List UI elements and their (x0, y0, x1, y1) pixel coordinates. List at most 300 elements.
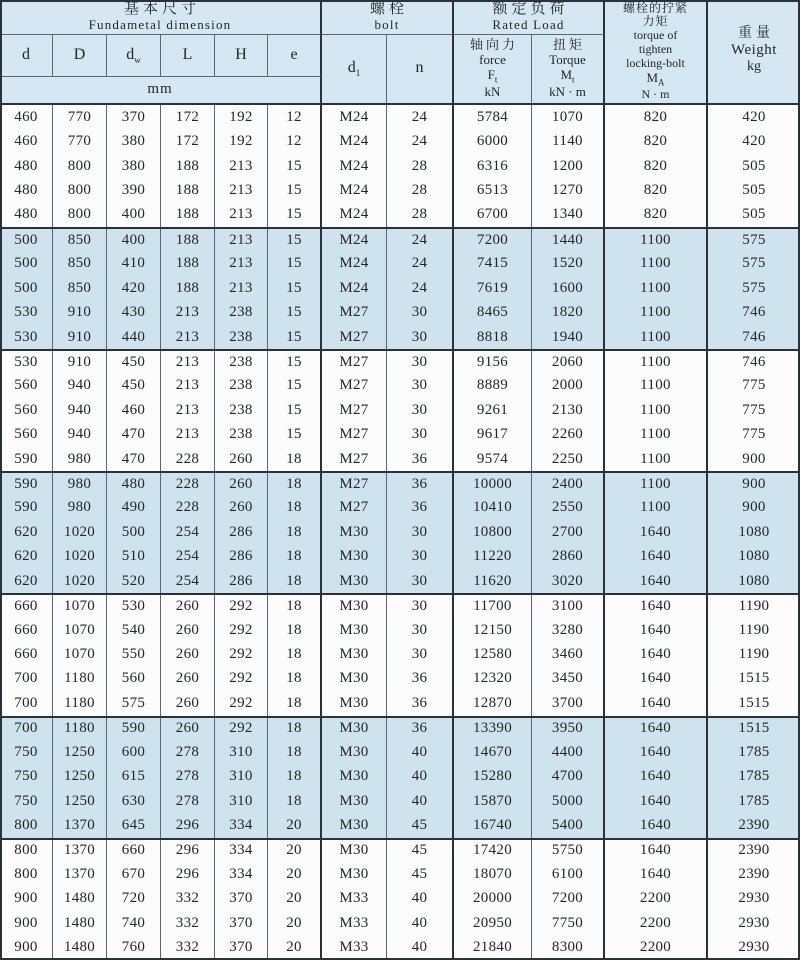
cell-n: 28 (387, 154, 454, 178)
cell-D: 1180 (53, 718, 107, 740)
cell-n: 40 (387, 911, 454, 935)
cell-dw: 450 (107, 374, 161, 398)
table-row (0, 325, 800, 349)
cell-dw: 400 (107, 229, 161, 251)
cell-weight: 1785 (738, 768, 770, 785)
cell-d1: M33 (322, 935, 387, 959)
cell-n: 24 (387, 252, 454, 276)
cell-d: 560 (0, 422, 53, 446)
cell-locking-torque: 1640 (605, 740, 708, 764)
cell-locking-torque: 1100 (605, 229, 708, 251)
cell-dw: 480 (107, 473, 161, 495)
cell-torque: 2860 (532, 545, 605, 569)
table-row (0, 764, 800, 788)
locking-torque-en-line1: torque of (633, 28, 678, 43)
cell-weight: 775 (742, 426, 766, 443)
cell-d: 590 (0, 473, 53, 495)
table-row (0, 398, 800, 422)
cell-d: 480 (0, 178, 53, 202)
cell-locking-torque: 2200 (605, 935, 708, 959)
cell-L: 296 (161, 813, 215, 837)
cell-D: 940 (53, 374, 107, 398)
cell-L: 260 (161, 642, 215, 666)
table-row (0, 105, 800, 129)
cell-n: 30 (387, 351, 454, 373)
cell-n: 36 (387, 718, 454, 740)
cell-torque: 3950 (532, 718, 605, 740)
table-row (0, 838, 800, 862)
cell-torque: 5750 (532, 840, 605, 862)
cell-L: 260 (161, 691, 215, 715)
table-row (0, 178, 800, 202)
cell-n: 30 (387, 642, 454, 666)
cell-torque: 1070 (532, 105, 605, 129)
table-row (0, 618, 800, 642)
cell-axial-force: 14670 (454, 740, 532, 764)
cell-d: 900 (0, 935, 53, 959)
cell-weight: 1785 (738, 792, 770, 809)
cell-L: 213 (161, 422, 215, 446)
cell-H: 310 (215, 789, 268, 813)
cell-L: 188 (161, 252, 215, 276)
cell-axial-force: 12870 (454, 691, 532, 715)
force-zh-label: 轴向力 (469, 37, 518, 53)
cell-D: 1020 (53, 545, 107, 569)
cell-H: 192 (215, 129, 268, 153)
table-header (0, 0, 800, 105)
table-row (0, 545, 800, 569)
cell-d: 480 (0, 154, 53, 178)
cell-n: 24 (387, 276, 454, 300)
col-header-d: d (0, 35, 53, 77)
cell-axial-force: 5784 (454, 105, 532, 129)
cell-n: 40 (387, 887, 454, 911)
cell-e: 18 (268, 545, 322, 569)
cell-weight: 1080 (738, 548, 770, 565)
cell-D: 1250 (53, 764, 107, 788)
locking-torque-symbol: $M_A$ (646, 69, 665, 88)
cell-e: 15 (268, 229, 322, 251)
rated-load-en-label: Rated Load (492, 17, 565, 33)
cell-dw: 470 (107, 422, 161, 446)
table-row (0, 496, 800, 520)
cell-d1: M30 (322, 618, 387, 642)
cell-H: 213 (215, 276, 268, 300)
cell-e: 12 (268, 105, 322, 129)
cell-H: 213 (215, 252, 268, 276)
cell-H: 260 (215, 473, 268, 495)
cell-n: 30 (387, 374, 454, 398)
cell-e: 18 (268, 447, 322, 471)
cell-L: 213 (161, 374, 215, 398)
cell-n: 28 (387, 178, 454, 202)
cell-d: 660 (0, 642, 53, 666)
cell-e: 15 (268, 154, 322, 178)
cell-locking-torque: 1640 (605, 691, 708, 715)
cell-e: 18 (268, 789, 322, 813)
table-row (0, 447, 800, 471)
table-row (0, 374, 800, 398)
force-en-label: force (479, 52, 506, 68)
cell-weight: 900 (742, 450, 766, 467)
cell-axial-force: 11220 (454, 545, 532, 569)
cell-axial-force: 6513 (454, 178, 532, 202)
cell-weight: 2390 (738, 816, 770, 833)
cell-axial-force: 13390 (454, 718, 532, 740)
cell-d1: M27 (322, 447, 387, 471)
cell-weight: 505 (742, 181, 766, 198)
cell-locking-torque: 1640 (605, 718, 708, 740)
cell-d: 500 (0, 229, 53, 251)
cell-H: 238 (215, 374, 268, 398)
cell-L: 188 (161, 203, 215, 227)
cell-L: 188 (161, 178, 215, 202)
cell-weight: 575 (742, 279, 766, 296)
table-row (0, 203, 800, 227)
cell-e: 15 (268, 300, 322, 324)
cell-d: 500 (0, 252, 53, 276)
cell-locking-torque: 1640 (605, 595, 708, 617)
cell-e: 12 (268, 129, 322, 153)
table-row (0, 716, 800, 740)
cell-d1: M24 (322, 276, 387, 300)
cell-dw: 410 (107, 252, 161, 276)
table-row (0, 789, 800, 813)
cell-D: 910 (53, 351, 107, 373)
cell-e: 18 (268, 740, 322, 764)
cell-d: 800 (0, 813, 53, 837)
cell-n: 36 (387, 667, 454, 691)
cell-e: 18 (268, 691, 322, 715)
cell-d1: M27 (322, 422, 387, 446)
cell-L: 296 (161, 840, 215, 862)
cell-weight: 505 (742, 206, 766, 223)
cell-dw: 470 (107, 447, 161, 471)
cell-d1: M30 (322, 840, 387, 862)
locking-torque-zh-line2: 力矩 (642, 14, 669, 29)
cell-dw: 450 (107, 351, 161, 373)
cell-weight: 900 (742, 476, 766, 493)
cell-d1: M30 (322, 718, 387, 740)
cell-dw: 520 (107, 569, 161, 593)
table-row (0, 129, 800, 153)
cell-d1: M27 (322, 325, 387, 349)
col-header-n: n (387, 35, 454, 103)
cell-D: 800 (53, 154, 107, 178)
cell-axial-force: 9617 (454, 422, 532, 446)
cell-D: 850 (53, 229, 107, 251)
cell-locking-torque: 1100 (605, 351, 708, 373)
force-symbol: $F_t$ (487, 67, 498, 85)
cell-e: 15 (268, 351, 322, 373)
cell-D: 850 (53, 276, 107, 300)
cell-n: 40 (387, 935, 454, 959)
cell-torque: 3100 (532, 595, 605, 617)
cell-axial-force: 10000 (454, 473, 532, 495)
cell-locking-torque: 1100 (605, 252, 708, 276)
cell-axial-force: 8818 (454, 325, 532, 349)
cell-torque: 2130 (532, 398, 605, 422)
rated-load-zh-label: 额定负荷 (492, 0, 569, 17)
cell-dw: 530 (107, 595, 161, 617)
cell-L: 172 (161, 129, 215, 153)
cell-torque: 2700 (532, 520, 605, 544)
cell-L: 254 (161, 569, 215, 593)
cell-d1: M30 (322, 813, 387, 837)
cell-n: 40 (387, 789, 454, 813)
cell-locking-torque: 1640 (605, 667, 708, 691)
cell-d: 660 (0, 595, 53, 617)
col-header-D: D (53, 35, 107, 77)
table-row (0, 911, 800, 935)
table-row (0, 227, 800, 251)
cell-d: 900 (0, 911, 53, 935)
cell-L: 260 (161, 667, 215, 691)
cell-dw: 400 (107, 203, 161, 227)
cell-dw: 575 (107, 691, 161, 715)
cell-D: 980 (53, 473, 107, 495)
cell-weight: 2930 (738, 914, 770, 931)
table-row (0, 691, 800, 715)
cell-locking-torque: 820 (605, 178, 708, 202)
cell-H: 238 (215, 398, 268, 422)
cell-e: 20 (268, 813, 322, 837)
cell-n: 36 (387, 447, 454, 471)
cell-locking-torque: 1640 (605, 840, 708, 862)
cell-torque: 3460 (532, 642, 605, 666)
cell-locking-torque: 1100 (605, 276, 708, 300)
cell-axial-force: 21840 (454, 935, 532, 959)
cell-D: 910 (53, 325, 107, 349)
cell-dw: 440 (107, 325, 161, 349)
cell-e: 20 (268, 840, 322, 862)
cell-torque: 1200 (532, 154, 605, 178)
cell-D: 1020 (53, 520, 107, 544)
cell-torque: 3280 (532, 618, 605, 642)
cell-weight: 420 (742, 133, 766, 150)
cell-L: 254 (161, 520, 215, 544)
cell-n: 30 (387, 325, 454, 349)
cell-locking-torque: 1100 (605, 325, 708, 349)
cell-weight: 900 (742, 499, 766, 516)
cell-axial-force: 6700 (454, 203, 532, 227)
cell-n: 30 (387, 618, 454, 642)
cell-D: 1370 (53, 813, 107, 837)
col-header-e: e (268, 35, 322, 77)
cell-D: 1020 (53, 569, 107, 593)
cell-dw: 540 (107, 618, 161, 642)
cell-d: 620 (0, 569, 53, 593)
cell-torque: 2260 (532, 422, 605, 446)
cell-d: 660 (0, 618, 53, 642)
cell-locking-torque: 1100 (605, 496, 708, 520)
col-header-H: H (215, 35, 268, 77)
cell-torque: 4700 (532, 764, 605, 788)
cell-axial-force: 12320 (454, 667, 532, 691)
cell-weight: 1515 (738, 694, 770, 711)
table-row (0, 252, 800, 276)
col-header-weight (708, 0, 800, 103)
cell-d: 750 (0, 740, 53, 764)
cell-H: 292 (215, 595, 268, 617)
cell-D: 1070 (53, 642, 107, 666)
cell-H: 213 (215, 154, 268, 178)
cell-axial-force: 15280 (454, 764, 532, 788)
cell-locking-torque: 820 (605, 105, 708, 129)
cell-e: 18 (268, 764, 322, 788)
cell-dw: 560 (107, 667, 161, 691)
cell-H: 213 (215, 203, 268, 227)
table-row (0, 740, 800, 764)
cell-e: 15 (268, 252, 322, 276)
torque-unit: kN · m (549, 83, 586, 99)
cell-H: 238 (215, 300, 268, 324)
unit-mm-cell (0, 77, 322, 103)
cell-H: 334 (215, 862, 268, 886)
cell-locking-torque: 820 (605, 203, 708, 227)
cell-axial-force: 11620 (454, 569, 532, 593)
cell-dw: 720 (107, 887, 161, 911)
cell-locking-torque: 1100 (605, 374, 708, 398)
cell-d: 800 (0, 862, 53, 886)
col-header-L: L (161, 35, 215, 77)
cell-axial-force: 11700 (454, 595, 532, 617)
cell-torque: 4400 (532, 740, 605, 764)
cell-d1: M27 (322, 398, 387, 422)
cell-d: 700 (0, 667, 53, 691)
cell-weight: 775 (742, 377, 766, 394)
cell-L: 213 (161, 325, 215, 349)
cell-axial-force: 10800 (454, 520, 532, 544)
col-header-locking-torque (605, 0, 708, 103)
cell-torque: 1520 (532, 252, 605, 276)
cell-L: 213 (161, 351, 215, 373)
cell-d: 480 (0, 203, 53, 227)
cell-e: 15 (268, 203, 322, 227)
cell-d: 800 (0, 840, 53, 862)
cell-d1: M30 (322, 691, 387, 715)
table-row (0, 471, 800, 495)
cell-dw: 660 (107, 840, 161, 862)
cell-weight: 775 (742, 401, 766, 418)
cell-dw: 645 (107, 813, 161, 837)
cell-axial-force: 7415 (454, 252, 532, 276)
cell-locking-torque: 1100 (605, 447, 708, 471)
cell-D: 910 (53, 300, 107, 324)
table-row (0, 593, 800, 617)
cell-locking-torque: 820 (605, 154, 708, 178)
cell-torque: 1340 (532, 203, 605, 227)
cell-L: 260 (161, 718, 215, 740)
cell-D: 980 (53, 447, 107, 471)
cell-D: 940 (53, 398, 107, 422)
header-rated-load (454, 0, 605, 35)
cell-L: 188 (161, 229, 215, 251)
table-row (0, 300, 800, 324)
cell-dw: 370 (107, 105, 161, 129)
cell-d1: M30 (322, 545, 387, 569)
cell-e: 18 (268, 496, 322, 520)
cell-axial-force: 6316 (454, 154, 532, 178)
cell-H: 286 (215, 520, 268, 544)
cell-D: 1250 (53, 789, 107, 813)
cell-H: 286 (215, 545, 268, 569)
cell-weight: 1080 (738, 572, 770, 589)
table-row (0, 154, 800, 178)
cell-axial-force: 18070 (454, 862, 532, 886)
cell-H: 260 (215, 447, 268, 471)
cell-D: 1480 (53, 935, 107, 959)
cell-D: 1480 (53, 911, 107, 935)
cell-torque: 2060 (532, 351, 605, 373)
bolt-zh-label: 螺栓 (369, 0, 408, 17)
cell-n: 40 (387, 764, 454, 788)
cell-H: 310 (215, 740, 268, 764)
cell-d: 700 (0, 718, 53, 740)
cell-n: 30 (387, 545, 454, 569)
cell-H: 370 (215, 911, 268, 935)
cell-e: 18 (268, 667, 322, 691)
cell-L: 296 (161, 862, 215, 886)
cell-d1: M24 (322, 178, 387, 202)
cell-torque: 6100 (532, 862, 605, 886)
cell-e: 20 (268, 935, 322, 959)
table-row (0, 422, 800, 446)
cell-d: 620 (0, 520, 53, 544)
cell-dw: 740 (107, 911, 161, 935)
cell-H: 292 (215, 618, 268, 642)
cell-L: 228 (161, 447, 215, 471)
cell-e: 15 (268, 374, 322, 398)
cell-d1: M30 (322, 740, 387, 764)
cell-L: 332 (161, 887, 215, 911)
cell-d1: M27 (322, 496, 387, 520)
cell-e: 18 (268, 520, 322, 544)
cell-weight: 1515 (738, 720, 770, 737)
fundamental-zh-label: 基本尺寸 (123, 0, 200, 17)
cell-dw: 590 (107, 718, 161, 740)
cell-weight: 575 (742, 255, 766, 272)
cell-locking-torque: 2200 (605, 911, 708, 935)
cell-D: 850 (53, 252, 107, 276)
cell-L: 278 (161, 789, 215, 813)
cell-H: 292 (215, 642, 268, 666)
cell-axial-force: 9574 (454, 447, 532, 471)
cell-H: 292 (215, 667, 268, 691)
cell-n: 30 (387, 398, 454, 422)
cell-n: 30 (387, 520, 454, 544)
cell-axial-force: 20000 (454, 887, 532, 911)
cell-D: 1070 (53, 618, 107, 642)
cell-dw: 670 (107, 862, 161, 886)
cell-d: 590 (0, 496, 53, 520)
locking-torque-en-line3: locking-bolt (626, 55, 685, 70)
cell-d1: M30 (322, 667, 387, 691)
cell-axial-force: 9261 (454, 398, 532, 422)
cell-torque: 8300 (532, 935, 605, 959)
cell-dw: 420 (107, 276, 161, 300)
cell-weight: 2930 (738, 939, 770, 956)
cell-axial-force: 16740 (454, 813, 532, 837)
cell-L: 188 (161, 154, 215, 178)
cell-torque: 1270 (532, 178, 605, 202)
cell-d: 530 (0, 325, 53, 349)
cell-dw: 615 (107, 764, 161, 788)
torque-en-label: Torque (549, 52, 586, 68)
cell-weight: 1190 (738, 645, 770, 662)
cell-D: 1250 (53, 740, 107, 764)
cell-n: 45 (387, 813, 454, 837)
